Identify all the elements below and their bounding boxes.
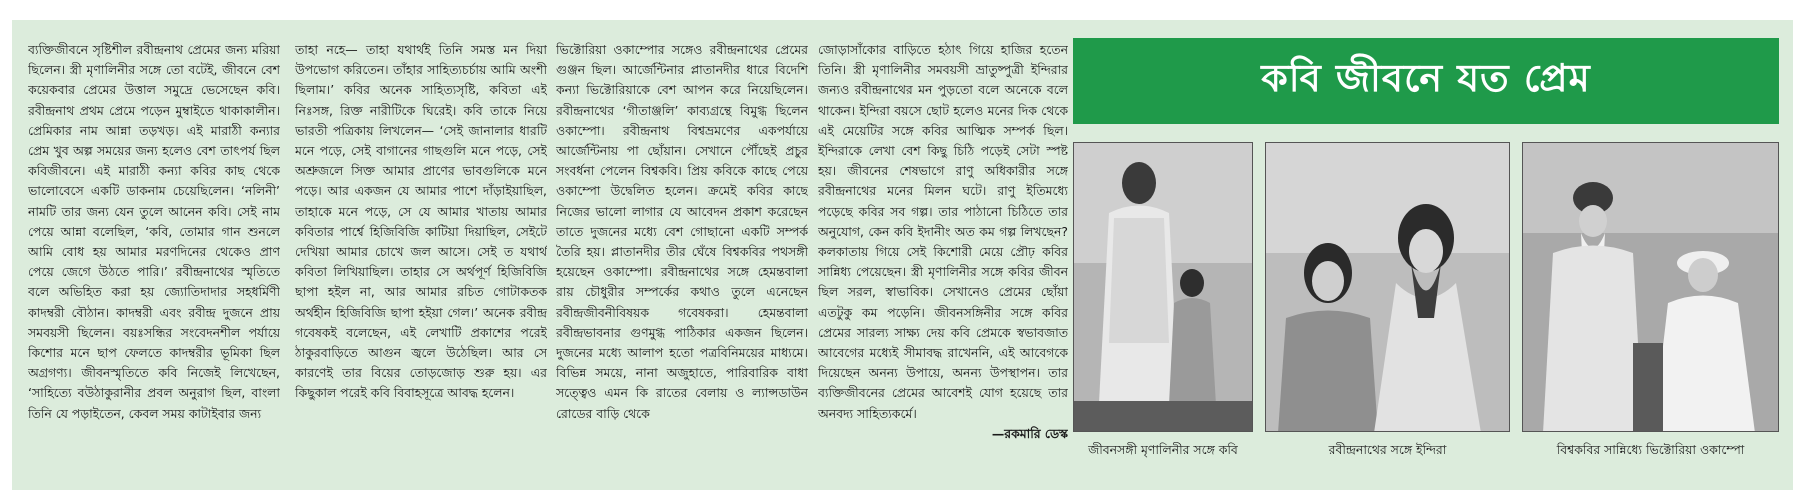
article-column-4	[818, 40, 1068, 480]
author-credit: —রকমারি ডেস্ক	[991, 425, 1068, 441]
article-column-1	[28, 40, 280, 480]
photo-tagore-with-indira	[1265, 142, 1510, 432]
photo-tagore-with-mrinalini	[1073, 142, 1253, 432]
photo-illustration	[1266, 143, 1510, 432]
article-text: জোড়াসাঁকোর বাড়িতে হঠাৎ গিয়ে হাজির হতেন তিনি। স্ত্রী মৃণালিনীর সমবয়সী ভ্রাতুষ্পুত্রী ইন্দিরার জন্যও রবীন্দ্রনাথের মন পুড়তো বলে অনেকে বলে থাকেন। ইন্দিরা বয়সে ছোট হলেও মনের দিক থেকে এই মেয়েটির সঙ্গে কবির আত্মিক সম্পর্ক ছিল। ইন্দিরাকে লেখা বেশ কিছু চিঠি পড়েই সেটা স্পষ্ট হয়। জীবনের শেষভাগে রাণু অধিকারীর সঙ্গে রবীন্দ্রনাথের মনের মিলন ঘটে। রাণু ইতিমধ্যে পড়েছে কবির সব গল্প। তার পাঠানো চিঠিতে তার অনুযোগ, কেন কবি ইদানীং অত কম গল্প লিখছেন? কলকাতায় গিয়ে সেই কিশোরী মেয়ে প্রৌঢ় কবির সান্নিধ্য পেয়েছেন। স্ত্রী মৃণালিনীর সঙ্গে কবির জীবন ছিল সরল, স্বাভাবিক। সেখানেও প্রেমের ছোঁয়া এতটুকু কম পড়েনি। জীবনসঙ্গিনীর সঙ্গে কবির প্রেমের সারল্য সাক্ষ্য দেয় কবি প্রেমকে স্বভাবজাত আবেগের মধ্যেই সীমাবদ্ধ রাখেননি, এই আবেগকে দিয়েছেন অনন্য উপায়ে, অনন্য উপস্থাপন। তার ব্যক্তিজীবনের প্রেমের আবেশই যোগ হয়েছে তার অনবদ্য সাহিত্যকর্মে।	[818, 42, 1068, 421]
article-title: কবি জীবনে যত প্রেম	[1261, 55, 1591, 100]
photo-tagore-with-ocampo	[1522, 142, 1779, 432]
photo-caption: জীবনসঙ্গী মৃণালিনীর সঙ্গে কবি	[1088, 442, 1238, 457]
article-column-2	[295, 40, 547, 480]
photo-illustration	[1074, 143, 1253, 432]
article-title-banner	[1073, 38, 1779, 124]
photo-illustration	[1523, 143, 1779, 432]
article-column-3	[556, 40, 808, 480]
article-text: তাহা নহে— তাহা যথার্থই তিনি সমস্ত মন দিয়া উপভোগ করিতেন। তাঁহার সাহিত্যচর্চায় আমি অংশী ছিলাম।’ কবির অনেক সাহিত্যসৃষ্টি, কবিতা এই নিঃসঙ্গ, রিক্ত নারীটিকে ঘিরেই। কবি তাকে নিয়ে ভারতী পত্রিকায় লিখলেন— ‘সেই জানালার ধারটি মনে পড়ে, সেই বাগানের গাছগুলি মনে পড়ে, সেই অশ্রুজলে সিক্ত আমার প্রাণের ভাবগুলিকে মনে পড়ে। আর একজন যে আমার পাশে দাঁড়াইয়াছিল, তাহাকে মনে পড়ে, সে যে আমার খাতায় আমার কবিতার পার্শ্বে হিজিবিজি কাটিয়া দিয়াছিল, সেইটে দেখিয়া আমার চোখে জল আসে। সেই ত যথার্থ কবিতা লিখিয়াছিল। তাহার সে অর্থপূর্ণ হিজিবিজি ছাপা হইল না, আর আমার রচিত গোটাকতক অর্থহীন হিজিবিজি ছাপা হইয়া গেল।’ অনেক রবীন্দ্র গবেষকই বলেছেন, এই লেখাটি প্রকাশের পরেই ঠাকুরবাড়িতে আগুন জ্বলে উঠেছিল। আর সে কারণেই তার বিয়ের তোড়জোড় শুরু হয়। এর কিছুকাল পরেই কবি বিবাহসূত্রে আবদ্ধ হলেন।	[295, 42, 547, 401]
photo-caption: রবীন্দ্রনাথের সঙ্গে ইন্দিরা	[1328, 442, 1447, 457]
article-text: ব্যক্তিজীবনে সৃষ্টিশীল রবীন্দ্রনাথ প্রেমের জন্য মরিয়া ছিলেন। স্ত্রী মৃণালিনীর সঙ্গে তো বটেই, জীবনে বেশ কয়েকবার প্রেমের উত্তাল সমুদ্রে ভেসেছেন কবি। রবীন্দ্রনাথ প্রথম প্রেমে পড়েন মুম্বাইতে থাকাকালীন। প্রেমিকার নাম আন্না তড়খড়। এই মারাঠী কন্যার প্রেম খুব অল্প সময়ের জন্য হলেও বেশ তাৎপর্য ছিল কবিজীবনে। এই মারাঠী কন্যা কবির কাছ থেকে ভালোবেসে একটি ডাকনাম চেয়েছিলেন। ‘নলিনী’ নামটি তার জন্য যেন তুলে আনেন কবি। সেই নাম পেয়ে আন্না বলেছিল, ‘কবি, তোমার গান শুনলে আমি বোধ হয় আমার মরণদিনের থেকেও প্রাণ পেয়ে জেগে উঠতে পারি।’ রবীন্দ্রনাথের স্মৃতিতে বলে অভিহিত করা হয় জ্যোতিদাদার সহধর্মিণী কাদম্বরী বৌঠান। কাদম্বরী এবং রবীন্দ্র দুজনে প্রায় সমবয়সী ছিলেন। বয়ঃসন্ধির সংবেদনশীল পর্যায়ে কিশোর মনে ছাপ ফেলতে কাদম্বরীর ভূমিকা ছিল অগ্রগণ্য। জীবনস্মৃতিতে কবি নিজেই লিখেছেন, ‘সাহিত্যে বউঠাকুরানীর প্রবল অনুরাগ ছিল, বাংলা তিনি যে পড়াইতেন, কেবল সময় কাটাইবার জন্য	[28, 42, 280, 421]
article-text: ভিক্টোরিয়া ওকাম্পোর সঙ্গেও রবীন্দ্রনাথের প্রেমের গুঞ্জন ছিল। আর্জেন্টিনার প্লাতানদীর ধারে বিদেশি কন্যা ভিক্টোরিয়াকে বেশ আপন করে নিয়েছিলেন। রবীন্দ্রনাথের ‘গীতাঞ্জলি’ কাব্যগ্রন্থে বিমুগ্ধ ছিলেন ওকাম্পো। রবীন্দ্রনাথ বিশ্বভ্রমণের একপর্যায়ে আর্জেন্টিনায় পা ছোঁয়ান। সেখানে পৌঁছেই প্রচুর সংবর্ধনা পেলেন বিশ্বকবি। প্রিয় কবিকে কাছে পেয়ে ওকাম্পো উদ্বেলিত হলেন। ক্রমেই কবির কাছে নিজের ভালো লাগার যে আবেদন প্রকাশ করেছেন তাতে দুজনের মধ্যে বেশ গোছানো একটি সম্পর্ক তৈরি হয়। প্লাতানদীর তীর ঘেঁষে বিশ্বকবির পথসঙ্গী হয়েছেন ওকাম্পো। রবীন্দ্রনাথের সঙ্গে হেমন্তবালা রায় চৌধুরীর সম্পর্কের কথাও তুলে এনেছেন রবীন্দ্রজীবনীবিষয়ক গবেষকরা। হেমন্তবালা রবীন্দ্রভাবনার গুণমুগ্ধ পাঠিকার একজন ছিলেন। দুজনের মধ্যে আলাপ হতো পত্রবিনিময়ের মাধ্যমে। বিভিন্ন সময়ে, নানা অজুহাতে, পারিবারিক বাধা সত্ত্বেও এমন কি রাতের বেলায় ও ল্যান্সডাউন রোডের বাড়ি থেকে	[556, 42, 808, 421]
photo-caption: বিশ্বকবির সান্নিধ্যে ভিক্টোরিয়া ওকাম্পো	[1556, 442, 1745, 457]
